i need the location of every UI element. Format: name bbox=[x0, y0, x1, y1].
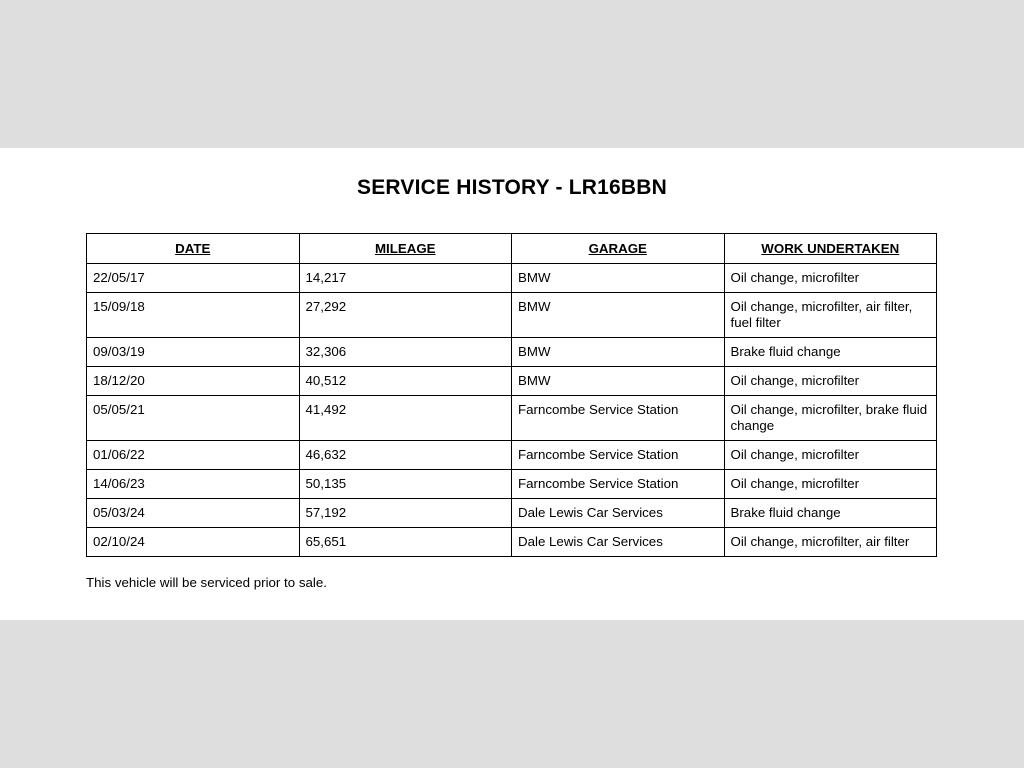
column-header-mileage: MILEAGE bbox=[299, 234, 512, 264]
cell-date: 14/06/23 bbox=[87, 470, 300, 499]
cell-garage: Farncombe Service Station bbox=[512, 441, 725, 470]
cell-work: Oil change, microfilter bbox=[724, 441, 937, 470]
cell-date: 01/06/22 bbox=[87, 441, 300, 470]
cell-date: 05/05/21 bbox=[87, 396, 300, 441]
table-row bbox=[87, 338, 937, 367]
cell-mileage: 27,292 bbox=[299, 293, 512, 338]
table-row bbox=[87, 528, 937, 557]
cell-mileage: 57,192 bbox=[299, 499, 512, 528]
cell-work: Brake fluid change bbox=[724, 338, 937, 367]
cell-date: 22/05/17 bbox=[87, 264, 300, 293]
cell-garage: Farncombe Service Station bbox=[512, 470, 725, 499]
cell-garage: BMW bbox=[512, 293, 725, 338]
cell-work: Brake fluid change bbox=[724, 499, 937, 528]
cell-mileage: 32,306 bbox=[299, 338, 512, 367]
cell-garage: Dale Lewis Car Services bbox=[512, 528, 725, 557]
cell-mileage: 40,512 bbox=[299, 367, 512, 396]
cell-work: Oil change, microfilter, air filter, fuel filter bbox=[724, 293, 937, 338]
cell-garage: Farncombe Service Station bbox=[512, 396, 725, 441]
column-header-garage: GARAGE bbox=[512, 234, 725, 264]
cell-work: Oil change, microfilter bbox=[724, 264, 937, 293]
cell-date: 15/09/18 bbox=[87, 293, 300, 338]
cell-garage: BMW bbox=[512, 338, 725, 367]
cell-mileage: 50,135 bbox=[299, 470, 512, 499]
cell-mileage: 41,492 bbox=[299, 396, 512, 441]
table-row bbox=[87, 499, 937, 528]
cell-garage: BMW bbox=[512, 264, 725, 293]
page-title: SERVICE HISTORY - LR16BBN bbox=[357, 176, 667, 199]
cell-work: Oil change, microfilter bbox=[724, 367, 937, 396]
table-row bbox=[87, 441, 937, 470]
table-row bbox=[87, 264, 937, 293]
cell-garage: Dale Lewis Car Services bbox=[512, 499, 725, 528]
table-row bbox=[87, 470, 937, 499]
table-row bbox=[87, 293, 937, 338]
footnote: This vehicle will be serviced prior to sale. bbox=[86, 575, 327, 590]
table-row bbox=[87, 367, 937, 396]
cell-date: 18/12/20 bbox=[87, 367, 300, 396]
table-header-row bbox=[87, 234, 937, 264]
service-history-table bbox=[86, 233, 937, 557]
document-page bbox=[0, 148, 1024, 620]
cell-date: 09/03/19 bbox=[87, 338, 300, 367]
column-header-date: DATE bbox=[87, 234, 300, 264]
cell-date: 02/10/24 bbox=[87, 528, 300, 557]
cell-work: Oil change, microfilter bbox=[724, 470, 937, 499]
table-row bbox=[87, 396, 937, 441]
cell-work: Oil change, microfilter, brake fluid change bbox=[724, 396, 937, 441]
cell-mileage: 46,632 bbox=[299, 441, 512, 470]
cell-mileage: 65,651 bbox=[299, 528, 512, 557]
column-header-work: WORK UNDERTAKEN bbox=[724, 234, 937, 264]
cell-date: 05/03/24 bbox=[87, 499, 300, 528]
cell-garage: BMW bbox=[512, 367, 725, 396]
cell-work: Oil change, microfilter, air filter bbox=[724, 528, 937, 557]
cell-mileage: 14,217 bbox=[299, 264, 512, 293]
